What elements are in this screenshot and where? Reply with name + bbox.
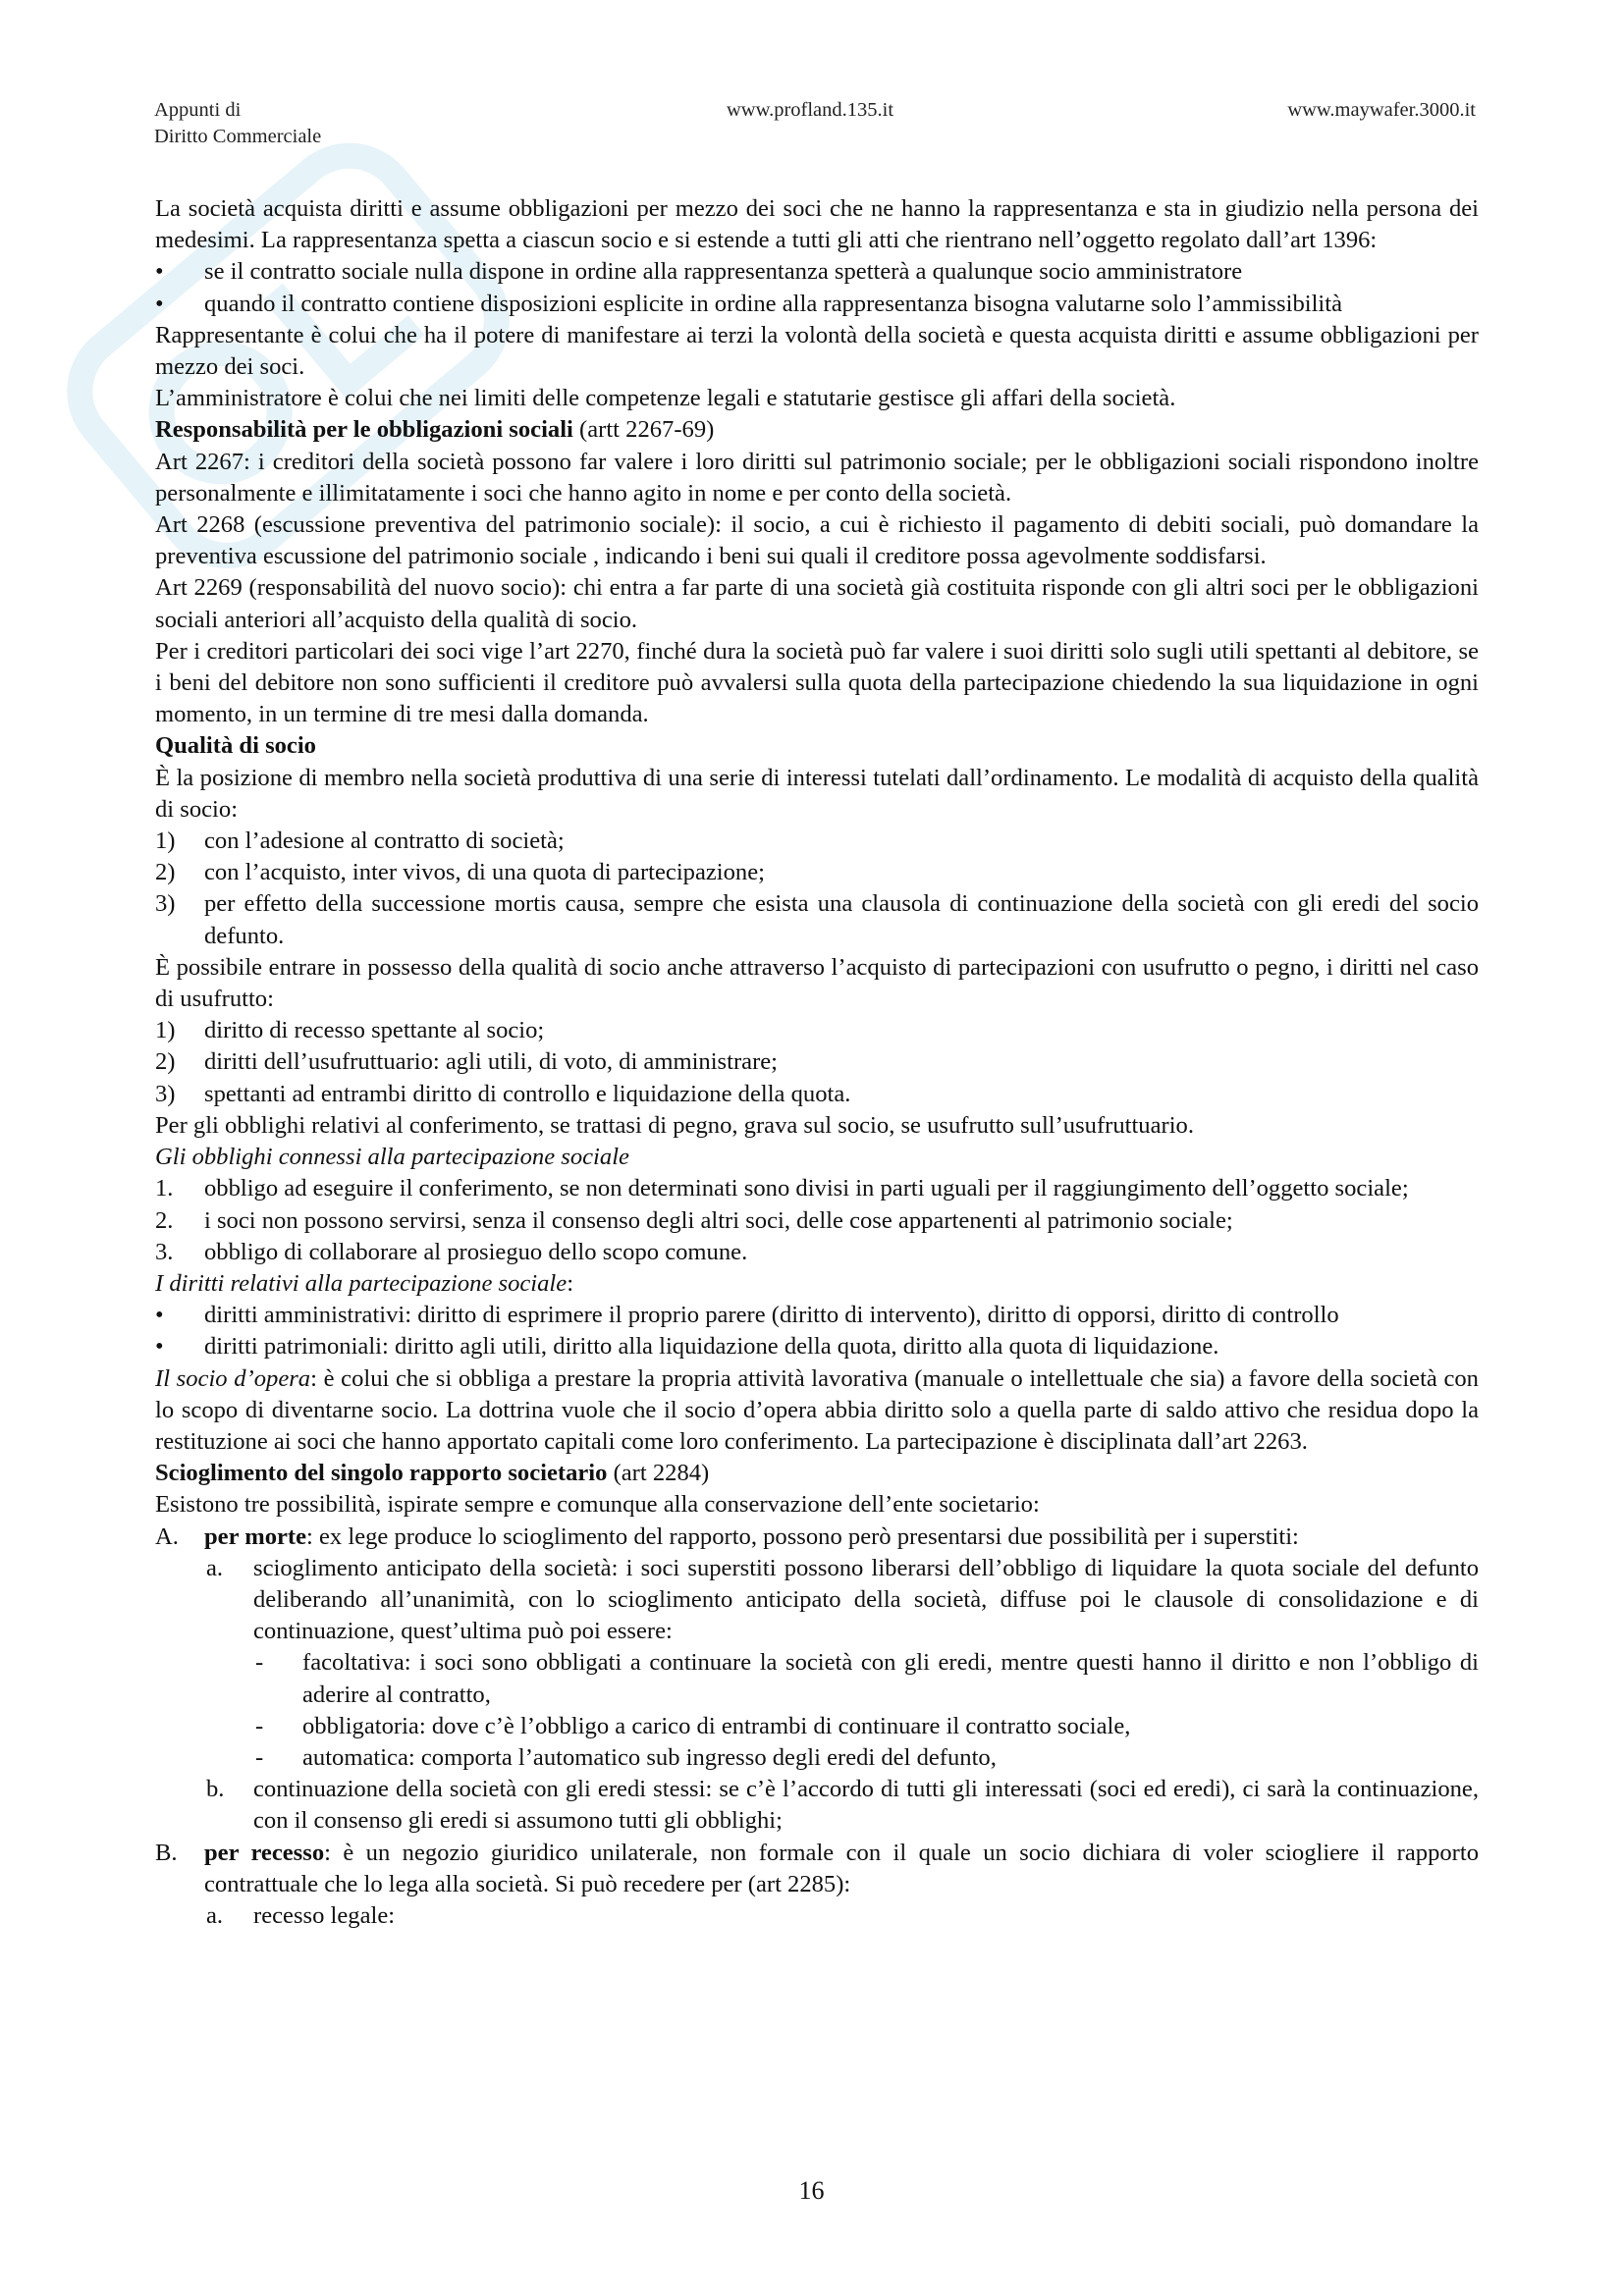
page-number: 16 [798, 2176, 825, 2205]
header-site-profland[interactable]: www.profland.135.it [727, 99, 894, 121]
list-letter: A. [155, 1522, 179, 1550]
dash-text: automatica: comporta l’automatico sub ingresso degli eredi del defunto, [302, 1743, 997, 1771]
bullet-text: se il contratto sociale nulla dispone in ordine alla rappresentanza spetterà a qualunque socio amministratore [204, 258, 1243, 286]
list-item [155, 857, 1479, 888]
subheading-diritti [155, 1268, 1479, 1300]
paragraph: Per gli obblighi relativi al conferimento, se trattasi di pegno, grava sul socio, se usufrutto sull’usufruttuario. [155, 1111, 1194, 1139]
list-text: continuazione della società con gli eredi stessi: se c’è l’accordo di tutti gli interessati (soci ed eredi), ci sarà la continuazione, con il consenso gli eredi si assumono tutti gli obblighi; [253, 1776, 1479, 1835]
list-term: per recesso [204, 1839, 325, 1866]
list-letter: B. [155, 1839, 178, 1866]
heading-bold: Responsabilità per le obbligazioni sociali [155, 416, 573, 444]
bullet-item [155, 289, 1479, 320]
bullet-text: quando il contratto contiene disposizioni esplicite in ordine alla rappresentanza bisogna valutarne solo l’ammissibilità [204, 290, 1343, 317]
list-text: recesso legale: [253, 1901, 396, 1929]
section-heading-scioglimento [155, 1458, 1479, 1489]
paragraph-creditori: Per i creditori particolari dei soci vige l’art 2270, finché dura la società può far valere i suoi diritti solo sugli utili spettanti al debitore, se i beni del debitore non sono sufficienti il creditore può avvalersi sulla quota della partecipazione chiedendo la sua liquidazione in ogni momento, in un termine di tre mesi dalla domanda. [155, 637, 1479, 728]
heading-bold: Scioglimento del singolo rapporto societario [155, 1460, 608, 1487]
paragraph: L’amministratore è colui che nei limiti delle competenze legali e statutarie gestisce gli affari della società. [155, 385, 1176, 412]
list-text: spettanti ad entrambi diritto di controllo e liquidazione della quota. [204, 1080, 851, 1107]
list-text: con l’adesione al contratto di società; [204, 828, 565, 855]
list-number: 3. [155, 1238, 174, 1265]
paragraph-socio-opera [155, 1363, 1479, 1459]
list-item [155, 1079, 1479, 1110]
list-text: con l’acquisto, inter vivos, di una quota di partecipazione; [204, 859, 765, 886]
list-item-B [155, 1838, 1479, 1900]
paragraph: È possibile entrare in possesso della qualità di socio anche attraverso l’acquisto di partecipazioni con usufrutto o pegno, i diritti nel caso di usufrutto: [155, 953, 1479, 1013]
dash-item [155, 1711, 1479, 1742]
paragraph-art-2269: Art 2269 (responsabilità del nuovo socio): chi entra a far parte di una società già costituita risponde con gli altri soci per le obbligazioni sociali anteriori all’acquisto della qualità di socio. [155, 574, 1479, 633]
list-item [155, 1205, 1479, 1237]
list-text: scioglimento anticipato della società: i soci superstiti possono liberarsi dell’obbligo di liquidare la quota sociale del defunto deliberando all’unanimità, con lo scioglimento anticipato della società, diffuse poi le clausole di consolidazione e di continuazione, quest’ultima può poi essere: [253, 1554, 1479, 1645]
bullet-item [155, 256, 1479, 288]
heading-rest: : [567, 1269, 574, 1297]
list-letter: a. [206, 1901, 224, 1929]
section-heading-qualita: Qualità di socio [155, 732, 316, 760]
list-item-a [155, 1553, 1479, 1648]
list-item [155, 888, 1479, 951]
list-text: i soci non possono servirsi, senza il consenso degli altri soci, delle cose appartenenti al patrimonio sociale; [204, 1206, 1233, 1234]
header-site-maywafer[interactable]: www.maywafer.3000.it [1287, 99, 1476, 121]
term-italic: Il socio d’opera [155, 1364, 311, 1392]
list-text: diritto di recesso spettante al socio; [204, 1017, 545, 1044]
dash-text: obbligatoria: dove c’è l’obbligo a carico di entrambi di continuare il contratto sociale, [302, 1712, 1131, 1739]
list-item-a [155, 1900, 1479, 1932]
list-text: diritti dell’usufruttuario: agli utili, di voto, di amministrare; [204, 1048, 779, 1076]
list-item [155, 1237, 1479, 1268]
list-number: 3) [155, 890, 176, 918]
paragraph: È la posizione di membro nella società produttiva di una serie di interessi tutelati dall’ordinamento. Le modalità di acquisto della qualità di socio: [155, 764, 1479, 823]
dash-item [155, 1647, 1479, 1710]
document-body [155, 193, 1479, 1932]
list-text: obbligo di collaborare al prosieguo dello scopo comune. [204, 1238, 748, 1265]
paragraph-art-2267: Art 2267: i creditori della società possono far valere i loro diritti sul patrimonio sociale; per le obbligazioni sociali rispondono inoltre personalmente e illimitatamente i soci che hanno agito in nome e per conto della società. [155, 448, 1479, 507]
bullet-mark: • [155, 258, 164, 286]
bullet-mark: • [155, 1333, 164, 1361]
list-number: 2. [155, 1206, 174, 1234]
list-number: 3) [155, 1080, 176, 1107]
list-text: obbligo ad eseguire il conferimento, se non determinati sono divisi in parti uguali per il raggiungimento dell’oggetto sociale; [204, 1175, 1409, 1202]
list-text: : ex lege produce lo scioglimento del rapporto, possono però presentarsi due possibilità per i superstiti: [306, 1522, 1299, 1550]
list-item [155, 1173, 1479, 1204]
section-heading-responsabilita [155, 414, 1479, 446]
list-term: per morte [204, 1522, 307, 1550]
heading-italic: I diritti relativi alla partecipazione sociale [155, 1269, 568, 1297]
header-subject-line2: Diritto Commerciale [154, 126, 322, 147]
dash-mark: - [255, 1712, 264, 1739]
list-number: 2) [155, 859, 176, 886]
heading-rest: (art 2284) [607, 1460, 710, 1487]
list-item [155, 1015, 1479, 1046]
bullet-item [155, 1331, 1479, 1362]
bullet-mark: • [155, 1302, 164, 1329]
paragraph-art-2268: Art 2268 (escussione preventiva del patrimonio sociale): il socio, a cui è richiesto il pagamento di debiti sociali, può domandare la preventiva escussione del patrimonio sociale , indicando i beni sui quali il creditore possa agevolmente soddisfarsi. [155, 511, 1479, 570]
list-text: per effetto della successione mortis causa, sempre che esista una clausola di continuazione della società con gli eredi del socio defunto. [204, 890, 1479, 949]
paragraph: Esistono tre possibilità, ispirate sempre e comunque alla conservazione dell’ente societario: [155, 1491, 1040, 1519]
bullet-item [155, 1300, 1479, 1331]
dash-text: facoltativa: i soci sono obbligati a continuare la società con gli eredi, mentre questi hanno il diritto e non l’obbligo di aderire al contratto, [302, 1649, 1479, 1708]
list-letter: b. [206, 1776, 225, 1803]
dash-mark: - [255, 1649, 264, 1677]
list-number: 1) [155, 828, 176, 855]
list-number: 1) [155, 1017, 176, 1044]
list-item-A [155, 1522, 1479, 1553]
subheading-obblighi: Gli obblighi connessi alla partecipazione sociale [155, 1144, 629, 1171]
bullet-mark: • [155, 290, 164, 317]
dash-mark: - [255, 1743, 264, 1771]
paragraph: Rappresentante è colui che ha il potere di manifestare ai terzi la volontà della società e questa acquista diritti e assume obbligazioni per mezzo dei soci. [155, 321, 1479, 381]
list-letter: a. [206, 1554, 224, 1581]
term-definition: : è colui che si obbliga a prestare la propria attività lavorativa (manuale o intellettuale che sia) a favore della società con lo scopo di diventarne socio. La dottrina vuole che il socio d’opera abbia diritto solo a quella parte di saldo attivo che residua dopo la restituzione ai soci che hanno apportato capitali come loro conferimento. La partecipazione è disciplinata dall’art 2263. [155, 1364, 1479, 1455]
list-item [155, 826, 1479, 857]
dash-item [155, 1742, 1479, 1774]
list-number: 2) [155, 1048, 176, 1076]
list-number: 1. [155, 1175, 174, 1202]
header-left [154, 97, 321, 150]
header-subject-line1: Appunti di [154, 99, 242, 121]
bullet-text: diritti patrimoniali: diritto agli utili, diritto alla liquidazione della quota, diritto alla quota di liquidazione. [204, 1333, 1219, 1361]
heading-rest: (artt 2267-69) [572, 416, 715, 444]
list-item [155, 1046, 1479, 1078]
paragraph: La società acquista diritti e assume obbligazioni per mezzo dei soci che ne hanno la rappresentanza e sta in giudizio nella persona dei medesimi. La rappresentanza spetta a ciascun socio e si estende a tutti gli atti che rientrano nell’oggetto regolato dall’art 1396: [155, 195, 1479, 254]
list-item-b [155, 1774, 1479, 1837]
list-text: : è un negozio giuridico unilaterale, non formale con il quale un socio dichiara di voler sciogliere il rapporto contrattuale che lo lega alla società. Si può recedere per (art 2285): [204, 1839, 1479, 1897]
bullet-text: diritti amministrativi: diritto di esprimere il proprio parere (diritto di intervento), diritto di opporsi, diritto di controllo [204, 1302, 1339, 1329]
